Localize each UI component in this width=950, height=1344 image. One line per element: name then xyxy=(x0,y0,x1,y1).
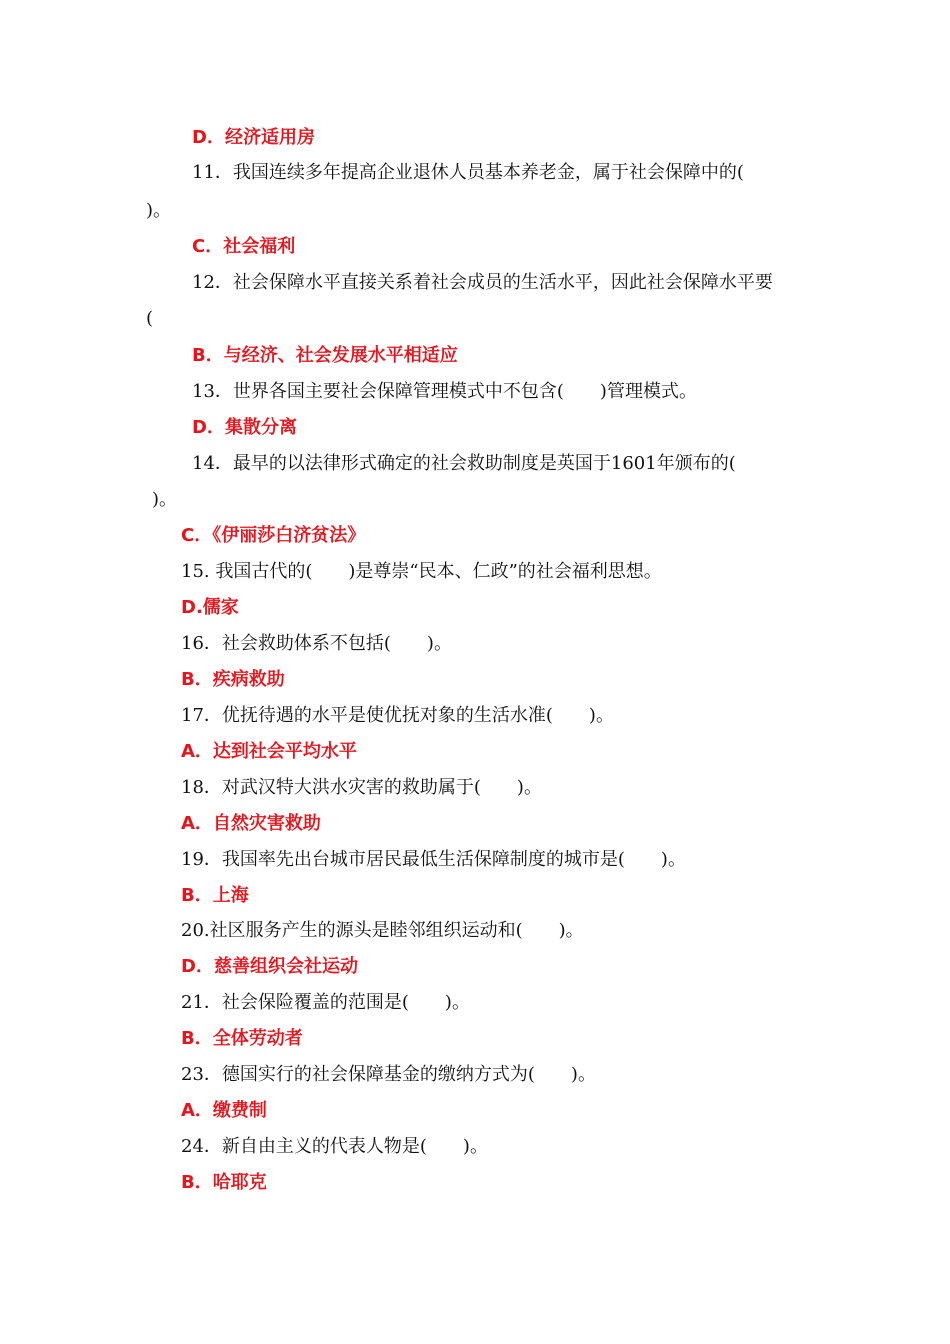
answer-line: B．上海 xyxy=(181,885,249,906)
question-line: 24．新自由主义的代表人物是( )。 xyxy=(181,1136,488,1157)
question-line: 15. 我国古代的( )是尊崇“民本、仁政”的社会福利思想。 xyxy=(181,561,662,582)
answer-line: D．慈善组织会社运动 xyxy=(181,956,358,977)
answer-line: C．社会福利 xyxy=(192,236,296,257)
answer-line: D．经济适用房 xyxy=(192,127,315,148)
answer-line: D.儒家 xyxy=(181,597,239,618)
question-line: 20.社区服务产生的源头是睦邻组织运动和( )。 xyxy=(181,920,584,941)
question-line: 18．对武汉特大洪水灾害的救助属于( )。 xyxy=(181,777,542,798)
question-line: 21．社会保险覆盖的范围是( )。 xyxy=(181,992,470,1013)
question-line: 17．优抚待遇的水平是使优抚对象的生活水准( )。 xyxy=(181,705,614,726)
answer-line: B．哈耶克 xyxy=(181,1172,267,1193)
question-line-continuation: ( xyxy=(146,308,154,329)
answer-line: A．达到社会平均水平 xyxy=(181,741,357,762)
answer-line: B．全体劳动者 xyxy=(181,1028,303,1049)
answer-line: C．《伊丽莎白济贫法》 xyxy=(181,525,366,546)
question-line-continuation: )。 xyxy=(146,200,172,221)
question-line: 19．我国率先出台城市居民最低生活保障制度的城市是( )。 xyxy=(181,849,686,870)
answer-line: A．自然灾害救助 xyxy=(181,813,321,834)
answer-line: A．缴费制 xyxy=(181,1100,267,1121)
answer-line: D．集散分离 xyxy=(192,417,297,438)
question-line-continuation: )。 xyxy=(152,489,178,510)
question-line: 12．社会保障水平直接关系着社会成员的生活水平，因此社会保障水平要 xyxy=(192,272,773,293)
question-line: 23．德国实行的社会保障基金的缴纳方式为( )。 xyxy=(181,1064,596,1085)
answer-line: B．与经济、社会发展水平相适应 xyxy=(192,345,458,366)
answer-line: B．疾病救助 xyxy=(181,669,285,690)
question-line: 14．最早的以法律形式确定的社会救助制度是英国于1601年颁布的( xyxy=(192,453,736,474)
question-line: 11．我国连续多年提高企业退休人员基本养老金，属于社会保障中的( xyxy=(192,162,744,183)
question-line: 16．社会救助体系不包括( )。 xyxy=(181,633,452,654)
question-line: 13．世界各国主要社会保障管理模式中不包含( )管理模式。 xyxy=(192,381,697,402)
